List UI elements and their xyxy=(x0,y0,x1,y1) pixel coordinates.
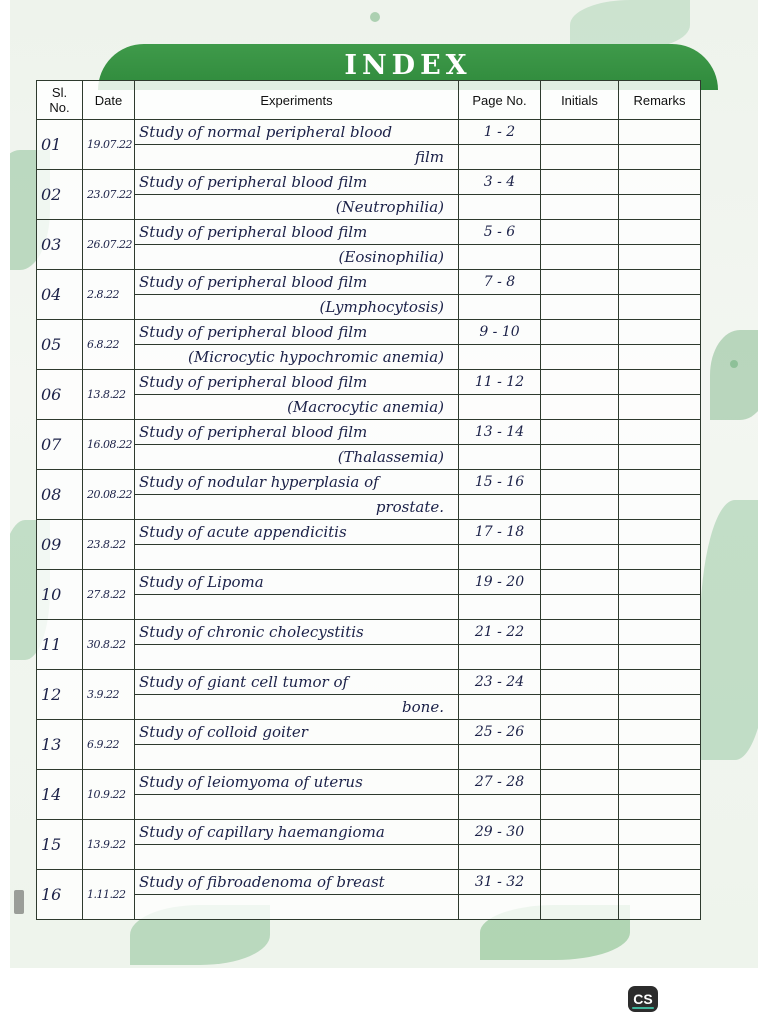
table-row-continuation xyxy=(37,695,701,720)
initials-cell xyxy=(541,270,619,295)
remarks-cell xyxy=(619,170,701,195)
page-title: INDEX xyxy=(344,50,472,81)
experiment-cell-continued: (Microcytic hypochromic anemia) xyxy=(135,345,459,370)
page-no-cell: 21 - 22 xyxy=(459,620,541,645)
initials-cell xyxy=(541,895,619,920)
remarks-cell xyxy=(619,820,701,845)
sl-no-cell: 10 xyxy=(37,570,83,620)
experiment-cell-continued xyxy=(135,545,459,570)
table-row xyxy=(37,120,701,145)
table-row xyxy=(37,270,701,295)
table-row xyxy=(37,320,701,345)
leaf-decoration xyxy=(570,0,690,50)
remarks-cell xyxy=(619,345,701,370)
remarks-cell xyxy=(619,770,701,795)
sl-no-cell: 02 xyxy=(37,170,83,220)
date-cell: 3.9.22 xyxy=(83,670,135,720)
table-row xyxy=(37,470,701,495)
sl-no-cell: 01 xyxy=(37,120,83,170)
initials-cell xyxy=(541,245,619,270)
remarks-cell xyxy=(619,595,701,620)
initials-cell xyxy=(541,470,619,495)
page-no-cell-empty xyxy=(459,245,541,270)
table-row xyxy=(37,620,701,645)
sl-no-cell: 13 xyxy=(37,720,83,770)
initials-cell xyxy=(541,145,619,170)
sl-no-cell: 15 xyxy=(37,820,83,870)
page-no-cell-empty xyxy=(459,395,541,420)
table-row-continuation xyxy=(37,245,701,270)
page-no-cell: 13 - 14 xyxy=(459,420,541,445)
table-row-continuation xyxy=(37,145,701,170)
experiment-cell-continued: bone. xyxy=(135,695,459,720)
table-row xyxy=(37,520,701,545)
experiment-cell: Study of peripheral blood film xyxy=(135,170,459,195)
leaf-decoration xyxy=(710,330,758,420)
page-no-cell-empty xyxy=(459,145,541,170)
table-row-continuation xyxy=(37,495,701,520)
initials-cell xyxy=(541,870,619,895)
date-cell: 23.8.22 xyxy=(83,520,135,570)
experiment-cell: Study of acute appendicitis xyxy=(135,520,459,545)
remarks-cell xyxy=(619,495,701,520)
page-no-cell-empty xyxy=(459,545,541,570)
date-cell: 13.9.22 xyxy=(83,820,135,870)
table-row-continuation xyxy=(37,295,701,320)
experiment-cell-continued: prostate. xyxy=(135,495,459,520)
page-no-cell: 7 - 8 xyxy=(459,270,541,295)
page-no-cell: 15 - 16 xyxy=(459,470,541,495)
page-no-cell: 9 - 10 xyxy=(459,320,541,345)
table-row-continuation xyxy=(37,195,701,220)
sl-no-cell: 03 xyxy=(37,220,83,270)
page-no-cell-empty xyxy=(459,445,541,470)
table-row-continuation xyxy=(37,395,701,420)
experiment-cell-continued: (Neutrophilia) xyxy=(135,195,459,220)
sl-no-cell: 16 xyxy=(37,870,83,920)
page-no-cell: 29 - 30 xyxy=(459,820,541,845)
col-header-remarks: Remarks xyxy=(619,81,701,120)
remarks-cell xyxy=(619,370,701,395)
page-no-cell: 25 - 26 xyxy=(459,720,541,745)
experiment-cell: Study of Lipoma xyxy=(135,570,459,595)
initials-cell xyxy=(541,670,619,695)
remarks-cell xyxy=(619,420,701,445)
page-no-cell-empty xyxy=(459,895,541,920)
remarks-cell xyxy=(619,295,701,320)
initials-cell xyxy=(541,695,619,720)
page-no-cell-empty xyxy=(459,845,541,870)
remarks-cell xyxy=(619,145,701,170)
date-cell: 26.07.22 xyxy=(83,220,135,270)
date-cell: 6.8.22 xyxy=(83,320,135,370)
page-no-cell-empty xyxy=(459,595,541,620)
sl-no-cell: 09 xyxy=(37,520,83,570)
date-cell: 6.9.22 xyxy=(83,720,135,770)
experiment-cell-continued xyxy=(135,845,459,870)
sl-no-cell: 05 xyxy=(37,320,83,370)
experiment-cell-continued: (Macrocytic anemia) xyxy=(135,395,459,420)
date-cell: 10.9.22 xyxy=(83,770,135,820)
experiment-cell: Study of fibroadenoma of breast xyxy=(135,870,459,895)
date-cell: 27.8.22 xyxy=(83,570,135,620)
sl-no-cell: 08 xyxy=(37,470,83,520)
page-no-cell: 31 - 32 xyxy=(459,870,541,895)
table-row xyxy=(37,220,701,245)
page-no-cell-empty xyxy=(459,795,541,820)
page-no-cell-empty xyxy=(459,695,541,720)
col-header-initials: Initials xyxy=(541,81,619,120)
date-cell: 30.8.22 xyxy=(83,620,135,670)
initials-cell xyxy=(541,545,619,570)
initials-cell xyxy=(541,620,619,645)
table-row xyxy=(37,720,701,745)
page-no-cell: 19 - 20 xyxy=(459,570,541,595)
date-cell: 16.08.22 xyxy=(83,420,135,470)
sl-no-cell: 14 xyxy=(37,770,83,820)
leaf-decoration xyxy=(700,500,758,760)
remarks-cell xyxy=(619,245,701,270)
initials-cell xyxy=(541,320,619,345)
col-header-page-no: Page No. xyxy=(459,81,541,120)
table-row-continuation xyxy=(37,545,701,570)
page-no-cell-empty xyxy=(459,745,541,770)
table-row xyxy=(37,770,701,795)
date-cell: 19.07.22 xyxy=(83,120,135,170)
remarks-cell xyxy=(619,645,701,670)
remarks-cell xyxy=(619,570,701,595)
remarks-cell xyxy=(619,695,701,720)
table-row xyxy=(37,670,701,695)
initials-cell xyxy=(541,420,619,445)
table-row xyxy=(37,570,701,595)
initials-cell xyxy=(541,170,619,195)
table-row-continuation xyxy=(37,645,701,670)
page-no-cell-empty xyxy=(459,195,541,220)
remarks-cell xyxy=(619,845,701,870)
page-no-cell-empty xyxy=(459,645,541,670)
page-no-cell: 1 - 2 xyxy=(459,120,541,145)
table-row xyxy=(37,420,701,445)
table-row-continuation xyxy=(37,345,701,370)
experiment-cell: Study of chronic cholecystitis xyxy=(135,620,459,645)
experiment-cell: Study of giant cell tumor of xyxy=(135,670,459,695)
remarks-cell xyxy=(619,745,701,770)
experiment-cell: Study of peripheral blood film xyxy=(135,220,459,245)
initials-cell xyxy=(541,595,619,620)
remarks-cell xyxy=(619,395,701,420)
remarks-cell xyxy=(619,520,701,545)
page-no-cell: 5 - 6 xyxy=(459,220,541,245)
experiment-cell-continued xyxy=(135,595,459,620)
table-row xyxy=(37,170,701,195)
dot-decoration xyxy=(730,360,738,368)
table-row-continuation xyxy=(37,595,701,620)
remarks-cell xyxy=(619,870,701,895)
table-row-continuation xyxy=(37,795,701,820)
date-cell: 13.8.22 xyxy=(83,370,135,420)
remarks-cell xyxy=(619,320,701,345)
index-table xyxy=(36,80,701,920)
initials-cell xyxy=(541,720,619,745)
sl-no-cell: 07 xyxy=(37,420,83,470)
initials-cell xyxy=(541,770,619,795)
date-cell: 2.8.22 xyxy=(83,270,135,320)
initials-cell xyxy=(541,220,619,245)
remarks-cell xyxy=(619,895,701,920)
date-cell: 23.07.22 xyxy=(83,170,135,220)
col-header-sl-no: Sl. No. xyxy=(37,81,83,120)
header-row xyxy=(37,81,701,120)
experiment-cell-continued xyxy=(135,745,459,770)
initials-cell xyxy=(541,195,619,220)
remarks-cell xyxy=(619,270,701,295)
experiment-cell-continued: film xyxy=(135,145,459,170)
remarks-cell xyxy=(619,545,701,570)
table-row xyxy=(37,870,701,895)
camscanner-badge: CS xyxy=(628,986,658,1012)
dot-decoration xyxy=(370,12,380,22)
initials-cell xyxy=(541,395,619,420)
initials-cell xyxy=(541,295,619,320)
table-row-continuation xyxy=(37,445,701,470)
initials-cell xyxy=(541,120,619,145)
initials-cell xyxy=(541,570,619,595)
remarks-cell xyxy=(619,795,701,820)
experiment-cell-continued: (Eosinophilia) xyxy=(135,245,459,270)
page-no-cell: 23 - 24 xyxy=(459,670,541,695)
table-row xyxy=(37,370,701,395)
table-row xyxy=(37,820,701,845)
col-header-experiments: Experiments xyxy=(135,81,459,120)
initials-cell xyxy=(541,520,619,545)
date-cell: 1.11.22 xyxy=(83,870,135,920)
remarks-cell xyxy=(619,220,701,245)
initials-cell xyxy=(541,745,619,770)
initials-cell xyxy=(541,445,619,470)
initials-cell xyxy=(541,845,619,870)
experiment-cell: Study of leiomyoma of uterus xyxy=(135,770,459,795)
index-body xyxy=(37,120,701,920)
col-header-date: Date xyxy=(83,81,135,120)
experiment-cell-continued: (Lymphocytosis) xyxy=(135,295,459,320)
table-row-continuation xyxy=(37,845,701,870)
initials-cell xyxy=(541,645,619,670)
experiment-cell: Study of normal peripheral blood xyxy=(135,120,459,145)
sl-no-cell: 12 xyxy=(37,670,83,720)
sl-no-cell: 06 xyxy=(37,370,83,420)
page-no-cell-empty xyxy=(459,295,541,320)
experiment-cell-continued: (Thalassemia) xyxy=(135,445,459,470)
remarks-cell xyxy=(619,470,701,495)
page-no-cell-empty xyxy=(459,495,541,520)
experiment-cell: Study of peripheral blood film xyxy=(135,370,459,395)
experiment-cell-continued xyxy=(135,645,459,670)
initials-cell xyxy=(541,795,619,820)
initials-cell xyxy=(541,345,619,370)
remarks-cell xyxy=(619,670,701,695)
experiment-cell: Study of capillary haemangioma xyxy=(135,820,459,845)
date-cell: 20.08.22 xyxy=(83,470,135,520)
experiment-cell: Study of peripheral blood film xyxy=(135,320,459,345)
sl-no-cell: 11 xyxy=(37,620,83,670)
experiment-cell: Study of nodular hyperplasia of xyxy=(135,470,459,495)
experiment-cell-continued xyxy=(135,795,459,820)
page-no-cell: 27 - 28 xyxy=(459,770,541,795)
experiment-cell-continued xyxy=(135,895,459,920)
remarks-cell xyxy=(619,445,701,470)
table-row-continuation xyxy=(37,895,701,920)
initials-cell xyxy=(541,370,619,395)
page-no-cell: 11 - 12 xyxy=(459,370,541,395)
sl-no-cell: 04 xyxy=(37,270,83,320)
page-no-cell: 3 - 4 xyxy=(459,170,541,195)
experiment-cell: Study of colloid goiter xyxy=(135,720,459,745)
experiment-cell: Study of peripheral blood film xyxy=(135,270,459,295)
remarks-cell xyxy=(619,620,701,645)
remarks-cell xyxy=(619,195,701,220)
table-row-continuation xyxy=(37,745,701,770)
remarks-cell xyxy=(619,720,701,745)
dot-decoration xyxy=(14,890,24,914)
page-no-cell: 17 - 18 xyxy=(459,520,541,545)
experiment-cell: Study of peripheral blood film xyxy=(135,420,459,445)
page-no-cell-empty xyxy=(459,345,541,370)
initials-cell xyxy=(541,495,619,520)
initials-cell xyxy=(541,820,619,845)
remarks-cell xyxy=(619,120,701,145)
